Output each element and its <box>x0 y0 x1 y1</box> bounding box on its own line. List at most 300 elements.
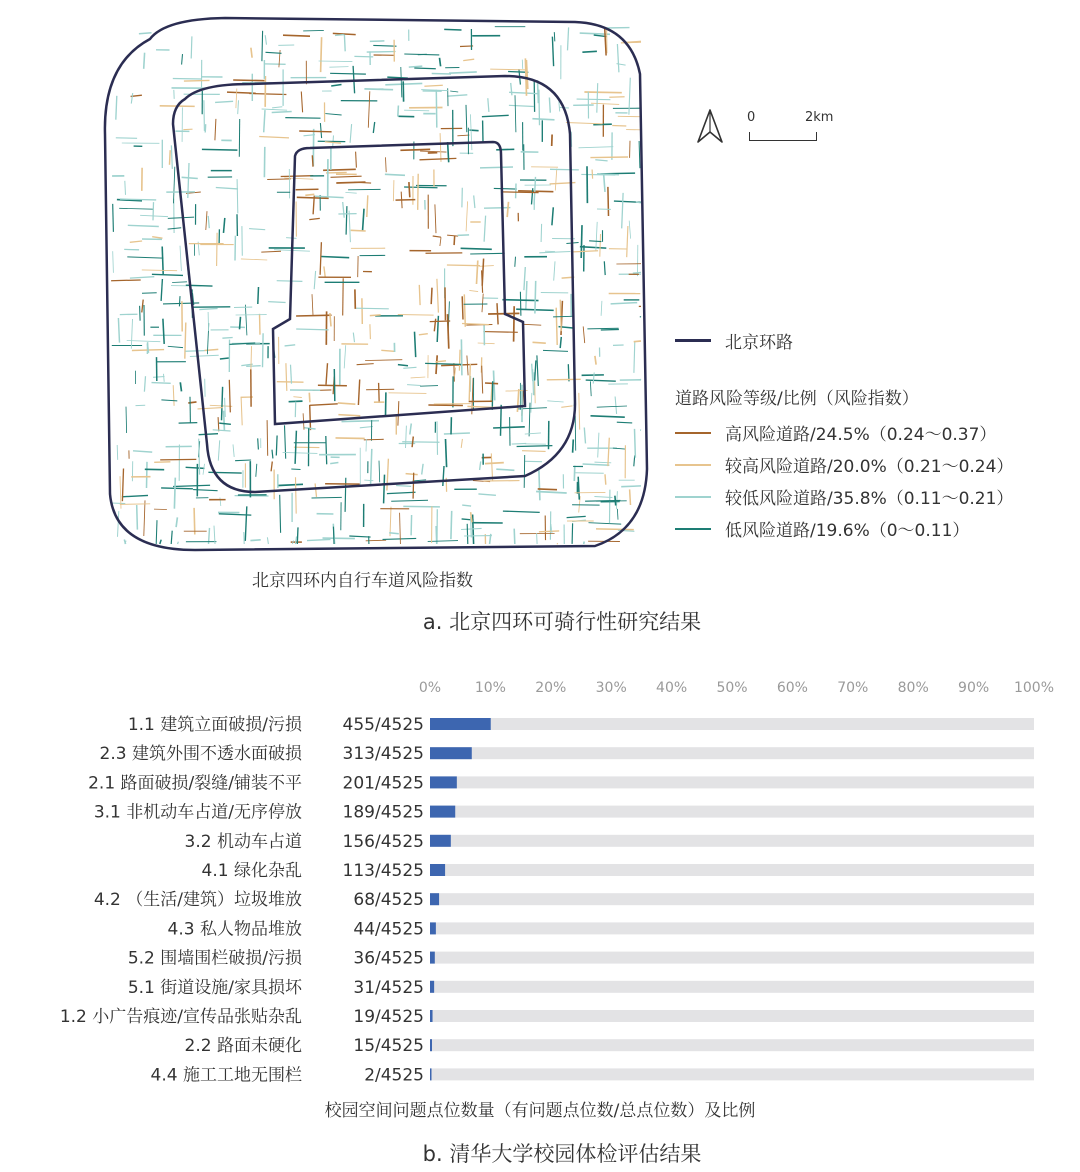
road-segment <box>608 438 609 466</box>
road-segment <box>309 218 320 219</box>
category-label: 2.3 建筑外围不透水面破损 <box>99 744 302 765</box>
road-segment <box>484 216 486 242</box>
bar <box>430 922 436 934</box>
road-segment <box>309 393 310 403</box>
bar <box>430 952 435 964</box>
road-segment <box>156 520 157 544</box>
road-segment <box>225 398 226 417</box>
road-segment <box>451 511 452 539</box>
road-segment <box>425 363 461 364</box>
road-segment <box>398 365 408 366</box>
road-segment <box>326 363 328 385</box>
scale-zero: 0 <box>747 110 756 125</box>
road-segment <box>220 498 221 507</box>
road-segment <box>144 500 145 536</box>
road-segment <box>350 124 352 143</box>
bar-track <box>430 747 1034 759</box>
road-segment <box>605 474 606 484</box>
road-segment <box>251 346 252 370</box>
road-segment <box>147 462 148 488</box>
road-segment <box>589 241 601 242</box>
road-segment <box>293 397 301 398</box>
road-segment <box>430 321 451 322</box>
road-segment <box>524 455 525 488</box>
road-segment <box>153 377 164 378</box>
road-segment <box>617 422 632 423</box>
road-segment <box>343 278 344 315</box>
road-segment <box>593 373 594 384</box>
road-segment <box>384 475 385 504</box>
road-segment <box>336 438 365 439</box>
road-segment <box>615 397 617 414</box>
road-segment <box>533 369 534 395</box>
road-segment <box>485 463 504 464</box>
bar-track <box>430 835 1034 847</box>
road-segment <box>503 511 540 512</box>
road-segment <box>444 29 461 30</box>
beijing-risk-map <box>75 14 650 559</box>
road-segment <box>281 176 314 177</box>
road-segment <box>414 68 436 69</box>
road-segment <box>345 192 356 193</box>
road-segment <box>379 383 380 403</box>
road-segment <box>160 459 196 460</box>
campus-issue-bar-chart <box>0 660 1080 1100</box>
road-segment <box>264 110 265 132</box>
x-tick-label: 10% <box>474 680 506 696</box>
road-segment <box>412 437 413 448</box>
road-segment <box>312 155 313 166</box>
road-segment <box>122 495 148 496</box>
road-segment <box>147 344 148 353</box>
category-label: 3.2 机动车占道 <box>184 831 302 852</box>
road-segment <box>116 96 117 120</box>
road-segment <box>515 95 516 132</box>
road-segment <box>373 45 396 46</box>
road-segment <box>164 374 165 382</box>
road-segment <box>621 486 641 487</box>
road-segment <box>533 342 546 343</box>
road-segment <box>634 341 635 373</box>
road-segment <box>202 149 238 150</box>
road-segment <box>154 462 170 463</box>
road-segment <box>398 315 434 316</box>
road-segment <box>389 393 427 394</box>
legend-item <box>675 452 1013 477</box>
road-segment <box>396 486 411 487</box>
road-segment <box>403 506 440 507</box>
road-segment <box>305 194 314 195</box>
count-label: 455/4525 <box>342 715 424 735</box>
road-segment <box>315 483 316 497</box>
road-segment <box>256 464 257 477</box>
road-segment <box>541 224 542 242</box>
road-segment <box>318 385 347 386</box>
road-segment <box>411 515 412 535</box>
section-a-title: a. 北京四环可骑行性研究结果 <box>422 610 702 634</box>
road-segment <box>280 495 281 533</box>
road-segment <box>366 389 394 390</box>
road-segment <box>469 290 478 291</box>
road-segment <box>496 469 514 470</box>
road-segment <box>462 324 489 325</box>
bar-track <box>430 864 1034 876</box>
road-segment <box>277 382 304 383</box>
road-segment <box>358 380 359 406</box>
scale-bar <box>745 110 835 146</box>
x-tick-label: 0% <box>418 680 442 696</box>
road-segment <box>398 401 399 426</box>
road-segment <box>419 334 428 335</box>
road-segment <box>552 37 553 67</box>
road-segment <box>268 302 285 303</box>
legend-swatch-high <box>675 432 711 434</box>
road-segment <box>182 177 198 178</box>
road-segment <box>178 542 179 544</box>
legend-swatch-mid-low <box>675 496 711 498</box>
road-segment <box>597 406 627 407</box>
road-segment <box>216 188 238 189</box>
road-segment <box>553 316 573 317</box>
road-segment <box>509 105 534 106</box>
road-segment <box>549 98 550 113</box>
road-segment <box>450 91 458 92</box>
road-segment <box>131 319 132 349</box>
road-segment <box>296 189 319 190</box>
road-segment <box>186 467 205 468</box>
x-tick-label: 60% <box>776 680 808 696</box>
road-segment <box>218 417 219 431</box>
road-segment <box>409 66 423 67</box>
road-segment <box>557 543 558 544</box>
road-segment <box>514 306 515 341</box>
road-segment <box>314 271 315 289</box>
road-segment <box>381 350 394 351</box>
category-label: 5.1 街道设施/家具损坏 <box>127 977 302 998</box>
road-segment <box>179 296 180 306</box>
road-segment <box>277 281 303 282</box>
road-segment <box>320 123 321 138</box>
road-segment <box>611 303 638 304</box>
road-segment <box>140 306 141 321</box>
road-segment <box>373 122 374 133</box>
bar <box>430 981 434 993</box>
road-segment <box>480 167 513 168</box>
road-segment <box>161 279 162 301</box>
road-segment <box>171 145 172 169</box>
road-segment <box>422 464 423 475</box>
road-segment <box>119 208 153 209</box>
road-segment <box>635 429 636 458</box>
road-segment <box>125 181 126 195</box>
road-segment <box>590 381 591 396</box>
road-segment <box>501 405 502 436</box>
road-segment <box>543 350 568 351</box>
count-label: 44/4525 <box>353 919 424 940</box>
road-segment <box>440 58 441 67</box>
road-segment <box>550 169 579 170</box>
road-segment <box>459 350 460 371</box>
road-segment <box>291 469 300 470</box>
road-segment <box>283 35 310 36</box>
x-tick-label: 80% <box>897 680 929 696</box>
bar-track <box>430 952 1034 964</box>
road-segment <box>251 48 252 58</box>
bar-track <box>430 776 1034 788</box>
bar-track <box>430 1068 1034 1080</box>
road-segment <box>463 59 474 60</box>
road-segment <box>331 85 341 87</box>
road-segment <box>402 442 439 443</box>
road-segment <box>360 427 373 428</box>
road-segment <box>190 355 219 356</box>
x-tick-label: 40% <box>656 680 688 696</box>
road-segment <box>461 339 462 375</box>
bar <box>430 1010 433 1022</box>
road-segment <box>217 233 218 266</box>
road-segment <box>224 411 225 431</box>
road-segment <box>554 32 555 41</box>
road-segment <box>573 251 598 252</box>
road-segment <box>440 237 441 246</box>
bar-track <box>430 1010 1034 1022</box>
road-segment <box>387 459 389 491</box>
road-segment <box>296 315 331 316</box>
road-segment <box>267 420 268 456</box>
road-segment <box>601 301 602 316</box>
road-segment <box>249 94 286 95</box>
bar <box>430 806 455 818</box>
road-segment <box>437 279 439 313</box>
x-tick-label: 100% <box>1013 680 1055 696</box>
road-segment <box>266 52 282 53</box>
road-segment <box>461 248 492 249</box>
road-segment <box>330 313 331 326</box>
bar <box>430 718 491 730</box>
road-segment <box>229 380 230 413</box>
road-segment <box>261 251 281 252</box>
legend-label-mid-high: 较高风险道路/20.0%（0.21～0.24） <box>725 457 1014 477</box>
road-segment <box>370 41 385 42</box>
road-segment <box>330 73 366 74</box>
road-segment <box>310 404 338 406</box>
road-segment <box>437 421 438 455</box>
road-segment <box>319 61 353 62</box>
road-segment <box>220 358 229 359</box>
bar <box>430 864 445 876</box>
road-segment <box>324 266 325 277</box>
road-segment <box>447 265 480 266</box>
road-segment <box>584 542 585 545</box>
road-segment <box>592 170 593 179</box>
legend-ring-row <box>675 328 793 353</box>
road-segment <box>428 405 463 406</box>
road-segment <box>128 225 159 226</box>
road-segment <box>440 133 441 162</box>
road-segment <box>538 80 539 103</box>
road-segment <box>538 489 557 490</box>
road-segment <box>537 533 538 544</box>
road-segment <box>338 415 360 416</box>
road-segment <box>398 106 399 117</box>
bar <box>430 893 439 905</box>
road-segment <box>502 300 538 301</box>
road-segment <box>573 439 574 452</box>
road-segment <box>205 124 206 132</box>
road-segment <box>329 67 348 68</box>
road-segment <box>494 188 517 189</box>
road-segment <box>389 533 399 534</box>
road-segment <box>554 261 555 280</box>
road-segment <box>483 332 517 333</box>
road-segment <box>191 36 192 58</box>
road-segment <box>245 305 247 336</box>
road-segment <box>174 478 175 509</box>
road-segment <box>295 537 296 545</box>
legend-swatch-mid-high <box>675 464 711 466</box>
scale-bar-line <box>749 132 817 141</box>
scale-distance: 2km <box>805 110 834 125</box>
road-segment <box>367 195 368 217</box>
road-segment <box>449 72 477 73</box>
bar-track <box>430 922 1034 934</box>
road-segment <box>312 497 342 498</box>
road-segment <box>539 90 540 126</box>
road-segment <box>130 277 154 278</box>
road-segment <box>584 92 621 93</box>
road-segment <box>401 67 402 97</box>
road-segment <box>283 452 318 453</box>
road-segment <box>466 201 468 231</box>
road-segment <box>420 158 457 159</box>
count-label: 15/4525 <box>353 1036 424 1057</box>
road-segment <box>531 393 532 413</box>
road-segment <box>537 355 538 386</box>
road-segment <box>490 69 526 70</box>
map-caption: 北京四环内自行车道风险指数 <box>252 571 473 591</box>
road-segment <box>410 424 412 435</box>
road-segment <box>168 228 182 229</box>
road-segment <box>493 427 525 428</box>
road-segment <box>368 91 370 127</box>
road-segment <box>583 326 585 343</box>
road-segment <box>163 319 164 344</box>
legend-ring-swatch <box>675 339 711 342</box>
bar-track <box>430 981 1034 993</box>
road-segment <box>168 346 183 347</box>
road-segment <box>536 492 567 494</box>
road-segment <box>609 97 624 98</box>
road-segment <box>176 517 177 527</box>
legend-item <box>675 516 969 541</box>
count-label: 2/4525 <box>364 1065 424 1086</box>
road-segment <box>222 387 223 421</box>
road-segment <box>304 428 316 429</box>
road-segment <box>464 294 465 326</box>
road-segment <box>131 93 132 104</box>
road-segment <box>127 257 163 258</box>
road-segment <box>334 369 335 401</box>
road-segment <box>237 179 238 213</box>
road-segment <box>285 425 286 458</box>
road-segment <box>321 37 322 72</box>
road-segment <box>351 230 366 231</box>
road-segment <box>249 229 265 230</box>
road-segment <box>532 119 554 120</box>
road-segment <box>144 376 145 392</box>
road-segment <box>479 266 494 267</box>
road-segment <box>444 433 470 434</box>
road-segment <box>482 366 483 394</box>
road-segment <box>333 33 356 34</box>
road-segment <box>578 477 579 500</box>
road-segment <box>260 314 261 335</box>
road-segment <box>390 507 391 537</box>
road-segment <box>413 473 414 499</box>
road-segment <box>142 270 177 271</box>
road-segment <box>286 363 287 391</box>
bar <box>430 835 451 847</box>
road-segment <box>117 445 118 460</box>
road-segment <box>357 364 374 365</box>
road-segment <box>572 523 573 544</box>
road-segment <box>349 211 350 243</box>
road-segment <box>401 192 402 209</box>
road-segment <box>596 529 634 530</box>
road-segment <box>312 294 313 315</box>
road-segment <box>525 433 541 434</box>
road-segment <box>396 200 416 201</box>
road-segment <box>415 332 416 357</box>
road-segment <box>529 403 530 437</box>
road-segment <box>605 28 606 55</box>
road-segment <box>271 462 272 472</box>
road-segment <box>173 385 174 406</box>
road-segment <box>469 364 470 401</box>
road-segment <box>535 381 536 403</box>
road-segment <box>188 402 196 403</box>
category-label: 4.4 施工工地无围栏 <box>150 1065 302 1086</box>
road-segment <box>323 538 355 539</box>
road-segment <box>477 261 478 285</box>
road-segment <box>245 506 247 541</box>
road-segment <box>539 470 540 500</box>
legend-ring-label: 北京环路 <box>725 333 793 353</box>
road-segment <box>496 149 514 150</box>
road-segment <box>174 167 175 204</box>
road-segment <box>278 484 303 485</box>
road-segment <box>173 79 202 80</box>
road-segment <box>640 317 641 318</box>
road-segment <box>120 504 150 505</box>
road-segment <box>161 488 193 489</box>
road-segment <box>222 338 232 339</box>
road-segment <box>514 529 515 544</box>
road-segment <box>365 360 402 361</box>
chart-x-label: 校园空间问题点位数量（有问题点位数/总点位数）及比例 <box>324 1101 756 1121</box>
road-segment <box>454 236 455 246</box>
road-segment <box>120 199 156 200</box>
road-segment <box>418 174 419 210</box>
road-segment <box>262 109 288 110</box>
road-segment <box>579 147 614 148</box>
road-segment <box>461 439 462 448</box>
road-segment <box>160 540 161 544</box>
count-label: 113/4525 <box>342 861 424 881</box>
road-segment <box>488 98 489 112</box>
road-segment <box>595 160 607 161</box>
road-segment <box>432 74 451 75</box>
